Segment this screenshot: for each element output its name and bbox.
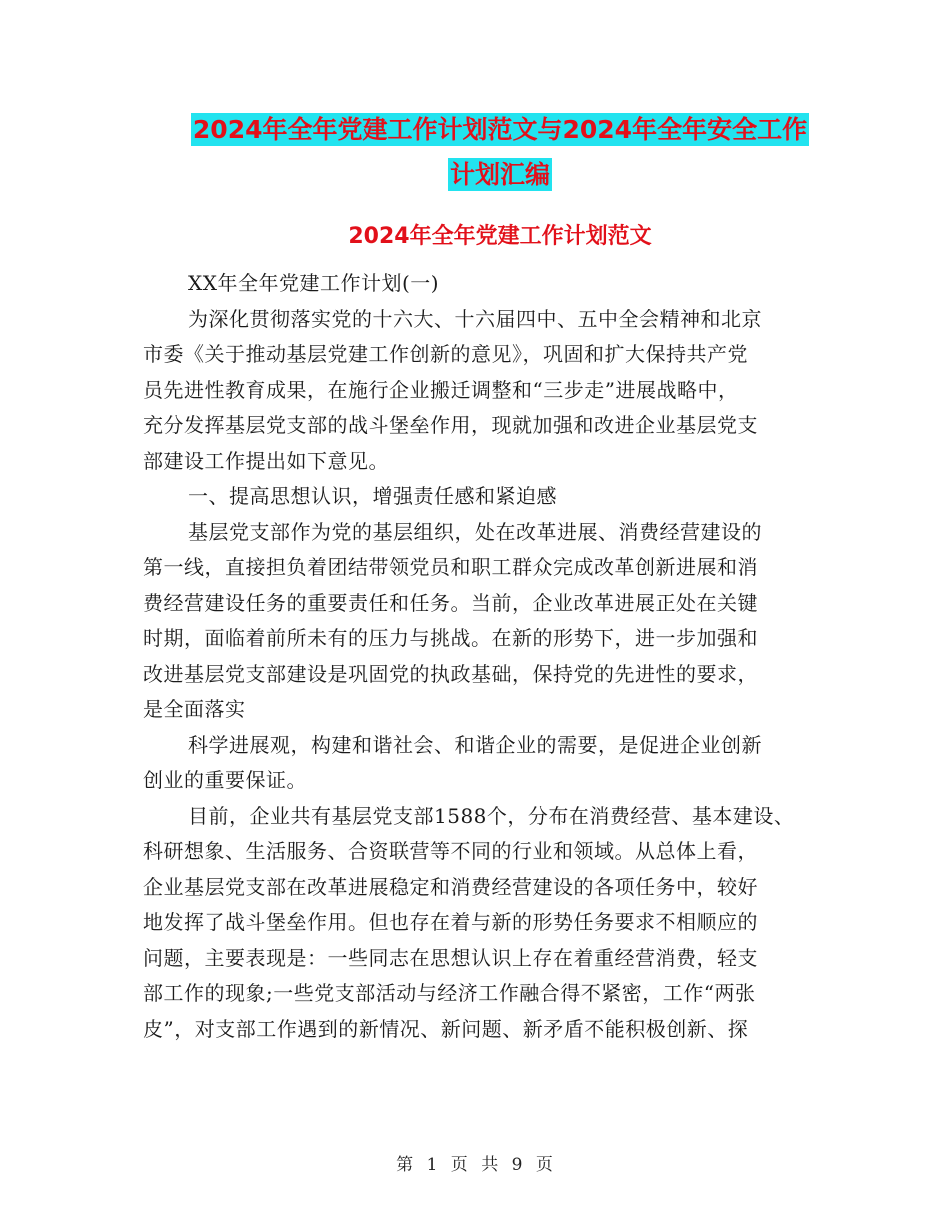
body-line: 充分发挥基层党支部的战斗堡垒作用，现就加强和改进企业基层党支	[143, 413, 758, 437]
footer-page-unit: 页	[450, 1155, 469, 1175]
body-line: 皮”，对支部工作遇到的新情况、新问题、新矛盾不能积极创新、探	[143, 1016, 749, 1041]
body-line: 一、提高思想认识，增强责任感和紧迫感	[188, 484, 557, 508]
section-title: 2024年全年党建工作计划范文	[348, 224, 652, 249]
body-line: 是全面落实	[143, 697, 246, 721]
footer-total-pages: 9	[511, 1155, 524, 1175]
body-line: 目前，企业共有基层党支部1588个，分布在消费经营、基本建设、	[188, 803, 795, 828]
body-line: 第一线，直接担负着团结带领党员和职工群众完成改革创新进展和消	[143, 555, 758, 579]
body-line: 地发挥了战斗堡垒作用。但也存在着与新的形势任务要求不相顺应的	[143, 910, 758, 934]
body-text	[143, 266, 823, 1047]
footer-total-unit: 页	[535, 1155, 554, 1175]
main-title-line-1	[100, 108, 900, 151]
body-line: 费经营建设任务的重要责任和任务。当前，企业改革进展正处在关键	[143, 590, 758, 615]
footer-total-label: 共	[481, 1155, 500, 1175]
footer-page-label: 第	[396, 1155, 415, 1175]
body-line: 部建设工作提出如下意见。	[143, 448, 389, 473]
body-line: 科研想象、生活服务、合资联营等不同的行业和领域。从总体上看，	[143, 839, 758, 863]
body-line: XX年全年党建工作计划(一)	[188, 271, 440, 295]
body-line: 改进基层党支部建设是巩固党的执政基础，保持党的先进性的要求，	[143, 661, 758, 686]
body-line: 部工作的现象;一些党支部活动与经济工作融合得不紧密，工作“两张	[143, 981, 756, 1005]
footer-current-page: 1	[426, 1155, 439, 1175]
body-line: 企业基层党支部在改革进展稳定和消费经营建设的各项任务中，较好	[143, 874, 758, 899]
body-line: 时期，面临着前所未有的压力与挑战。在新的形势下，进一步加强和	[143, 626, 758, 650]
body-line: 员先进性教育成果，在施行企业搬迁调整和“三步走”进展战略中，	[143, 377, 739, 402]
page-footer	[0, 1150, 950, 1175]
body-line: 基层党支部作为党的基层组织，处在改革进展、消费经营建设的	[188, 519, 762, 544]
body-line: 创业的重要保证。	[143, 768, 307, 792]
body-line: 市委《关于推动基层党建工作创新的意见》，巩固和扩大保持共产党	[143, 342, 748, 366]
main-title-line-2-text: 计划汇编	[449, 160, 550, 189]
body-line: 问题，主要表现是：一些同志在思想认识上存在着重经营消费，轻支	[143, 945, 758, 970]
body-line: 科学进展观，构建和谐社会、和谐企业的需要，是促进企业创新	[188, 732, 762, 757]
main-title-line-1-text: 2024年全年党建工作计划范文与2024年全年安全工作	[192, 115, 808, 144]
body-line: 为深化贯彻落实党的十六大、十六届四中、五中全会精神和北京	[188, 306, 762, 331]
main-title-line-2	[100, 153, 900, 196]
